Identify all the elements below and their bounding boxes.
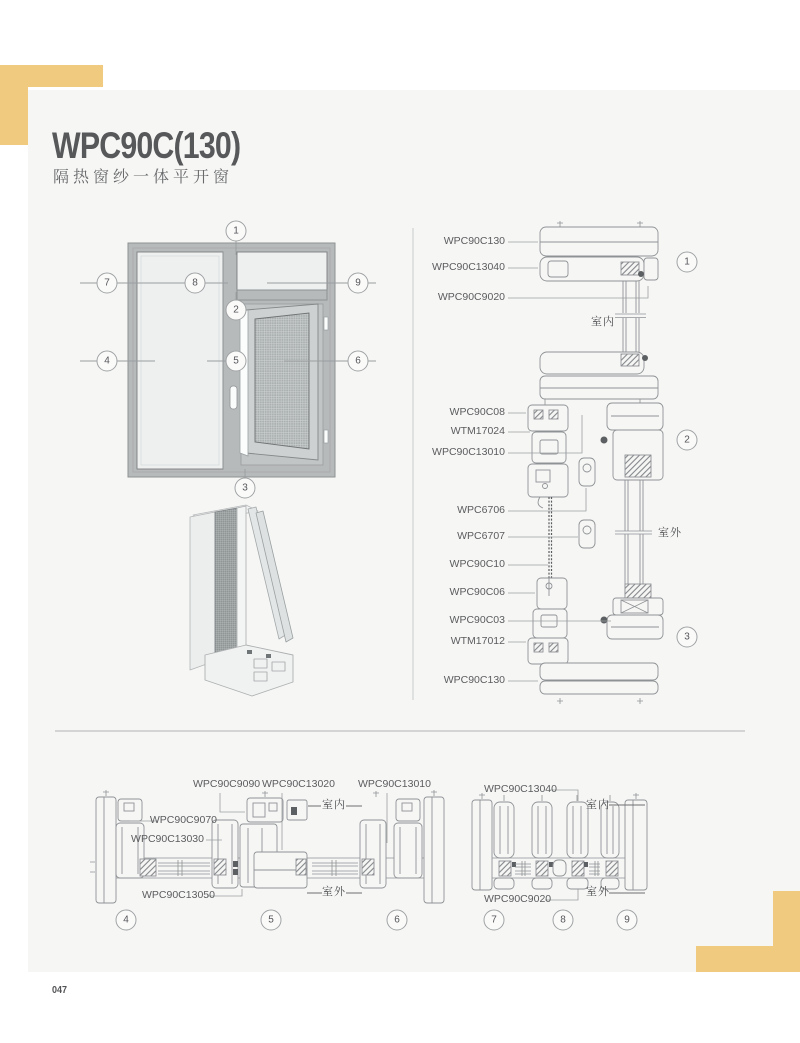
outdoor-label: 室外: [586, 886, 610, 898]
part-label: WPC90C13020: [262, 778, 335, 790]
callout-3: 3: [235, 478, 256, 499]
page-title: WPC90C(130): [52, 125, 241, 166]
section-callout-4: 4: [116, 910, 137, 931]
section-callout-5: 5: [261, 910, 282, 931]
indoor-label: 室内: [322, 799, 346, 811]
callout-8: 8: [185, 273, 206, 294]
section-callout-9: 9: [617, 910, 638, 931]
indoor-label: 室内: [586, 799, 610, 811]
outdoor-label: 室外: [658, 527, 682, 539]
page-number: 047: [52, 985, 68, 996]
callout-9: 9: [348, 273, 369, 294]
part-label: WPC90C13040: [432, 261, 505, 273]
callout-2: 2: [226, 300, 247, 321]
outdoor-label: 室外: [322, 886, 346, 898]
part-label: WPC6706: [457, 504, 505, 516]
section-callout-7: 7: [484, 910, 505, 931]
part-label: WPC90C9090: [193, 778, 261, 790]
horizontal-section-left-drawing: [90, 790, 444, 903]
section-callout-8: 8: [553, 910, 574, 931]
callout-6: 6: [348, 351, 369, 372]
part-label: WPC90C03: [449, 614, 505, 626]
part-label: WPC90C9020: [484, 893, 552, 905]
part-label: WPC90C13050: [142, 889, 215, 901]
part-label: WPC90C130: [443, 674, 505, 686]
part-label: WPC90C9070: [149, 814, 217, 826]
section-callout-6: 6: [387, 910, 408, 931]
part-label: WTM17024: [450, 425, 505, 437]
part-label: WPC90C13010: [358, 778, 431, 790]
indoor-label: 室内: [591, 316, 615, 328]
part-label: WTM17012: [450, 635, 505, 647]
part-label: WPC6707: [457, 530, 505, 542]
page-subtitle: 隔热窗纱一体平开窗: [53, 169, 234, 186]
part-label: WPC90C9020: [437, 291, 505, 303]
part-label: WPC90C130: [443, 235, 505, 247]
section-callout-2: 2: [677, 430, 698, 451]
part-label: WPC90C13010: [432, 446, 505, 458]
horizontal-section-right-drawing: [472, 790, 647, 900]
part-label: WPC90C06: [449, 586, 505, 598]
part-label: WPC90C13030: [131, 833, 204, 845]
accent-corner-bottom-horizontal: [696, 946, 800, 972]
section-callout-1: 1: [677, 252, 698, 273]
vertical-section-drawing: [508, 221, 663, 704]
callout-5: 5: [226, 351, 247, 372]
part-label: WPC90C13040: [484, 783, 557, 795]
callout-4: 4: [97, 351, 118, 372]
part-label: WPC90C08: [449, 406, 505, 418]
callout-1: 1: [226, 221, 247, 242]
section-callout-3: 3: [677, 627, 698, 648]
profile-3d-render: [190, 505, 293, 696]
part-label: WPC90C10: [449, 558, 505, 570]
callout-7: 7: [97, 273, 118, 294]
